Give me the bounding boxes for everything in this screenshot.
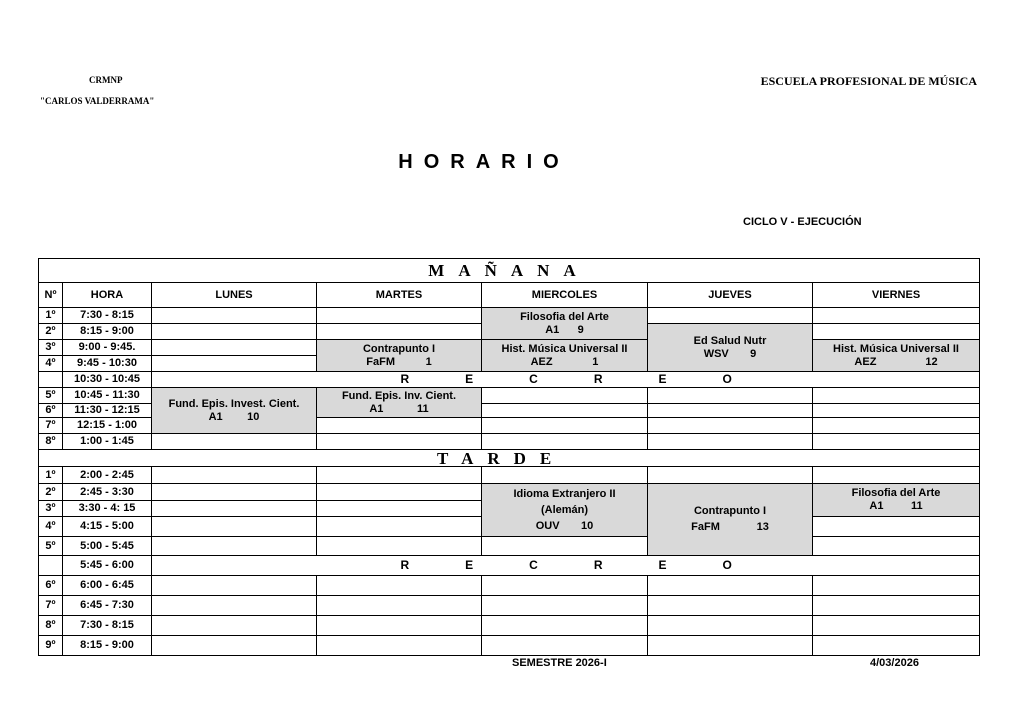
empty-slot <box>317 596 482 616</box>
course-teacher: AEZ <box>854 355 877 368</box>
period-time: 2:00 - 2:45 <box>63 467 152 484</box>
period-time: 7:30 - 8:15 <box>63 616 152 636</box>
period-time: 12:15 - 1:00 <box>63 418 152 434</box>
column-header: LUNES <box>152 283 317 308</box>
empty-slot <box>813 576 980 596</box>
course-salud-jueves <box>648 324 813 372</box>
period-time: 9:45 - 10:30 <box>63 356 152 372</box>
column-header: HORA <box>63 283 152 308</box>
empty-slot <box>648 434 813 450</box>
morning-section-row <box>39 259 980 283</box>
period-time: 11:30 - 12:15 <box>63 404 152 418</box>
empty-slot <box>813 616 980 636</box>
period-number: 8º <box>39 434 63 450</box>
empty-slot <box>317 434 482 450</box>
empty-slot <box>813 596 980 616</box>
date-label: 4/03/2026 <box>870 657 919 669</box>
course-name: Contrapunto I <box>362 342 436 355</box>
period-time: 6:00 - 6:45 <box>63 576 152 596</box>
period-time: 8:15 - 9:00 <box>63 324 152 340</box>
empty-slot <box>648 467 813 484</box>
course-name: Fund. Epis. Invest. Cient. <box>168 397 300 410</box>
course-room: 10 <box>247 410 260 423</box>
course-fundamentos-lunes <box>152 388 317 434</box>
institution-name: "CARLOS VALDERRAMA" <box>40 96 155 106</box>
school-name: ESCUELA PROFESIONAL DE MÚSICA <box>760 74 977 88</box>
course-contrapunto-jueves <box>648 484 813 556</box>
course-filosofia-viernes <box>813 484 980 517</box>
empty-slot <box>648 418 813 434</box>
period-number <box>39 556 63 576</box>
empty-slot <box>152 434 317 450</box>
table-row <box>39 388 980 404</box>
period-number: 3º <box>39 340 63 356</box>
period-number: 4º <box>39 356 63 372</box>
empty-slot <box>152 484 317 501</box>
empty-slot <box>813 636 980 656</box>
period-time: 9:00 - 9:45. <box>63 340 152 356</box>
empty-slot <box>152 308 317 324</box>
period-time: 10:30 - 10:45 <box>63 372 152 388</box>
empty-slot <box>152 356 317 372</box>
empty-slot <box>152 537 317 556</box>
empty-slot <box>482 404 648 418</box>
empty-slot <box>482 434 648 450</box>
table-row <box>39 308 980 324</box>
recess-label: RECREO <box>317 372 813 388</box>
course-room: 11 <box>910 500 923 512</box>
course-fundamentos-martes <box>317 388 482 418</box>
course-teacher: FaFM <box>691 521 720 533</box>
table-row <box>39 596 980 616</box>
table-row <box>39 576 980 596</box>
empty-slot <box>813 324 980 340</box>
empty-slot <box>482 537 648 556</box>
recess-row <box>39 372 980 388</box>
empty-slot <box>152 576 317 596</box>
empty-slot <box>813 537 980 556</box>
period-number: 5º <box>39 537 63 556</box>
course-idioma-miercoles <box>482 484 648 537</box>
period-time: 4:15 - 5:00 <box>63 517 152 537</box>
empty-slot <box>813 404 980 418</box>
empty-slot <box>648 388 813 404</box>
course-room: 11 <box>417 402 429 415</box>
empty-slot <box>317 517 482 537</box>
institution-short: CRMNP <box>89 75 123 85</box>
course-teacher: A1 <box>869 500 884 512</box>
empty-slot <box>152 636 317 656</box>
period-number: 1º <box>39 467 63 484</box>
column-header: MARTES <box>317 283 482 308</box>
header-row <box>39 283 980 308</box>
empty-slot <box>317 308 482 324</box>
period-time: 1:00 - 1:45 <box>63 434 152 450</box>
period-time: 2:45 - 3:30 <box>63 484 152 501</box>
period-number: 2º <box>39 484 63 501</box>
period-number: 8º <box>39 616 63 636</box>
period-number: 5º <box>39 388 63 404</box>
course-name: Hist. Música Universal II <box>833 342 959 355</box>
empty-slot <box>152 340 317 356</box>
period-time: 8:15 - 9:00 <box>63 636 152 656</box>
empty-slot <box>317 324 482 340</box>
page-title: HORARIO <box>398 151 570 173</box>
course-name: Ed Salud Nutr <box>693 334 767 347</box>
course-name: Idioma Extranjero II <box>513 487 616 500</box>
empty-slot <box>648 616 813 636</box>
recess-label: RECREO <box>317 556 813 576</box>
period-number: 3º <box>39 501 63 517</box>
course-room: 1 <box>425 355 432 368</box>
empty-slot <box>152 517 317 537</box>
empty-slot <box>482 467 648 484</box>
course-teacher: WSV <box>703 347 729 360</box>
empty-slot <box>317 636 482 656</box>
empty-slot <box>813 388 980 404</box>
empty-slot <box>317 418 482 434</box>
empty-slot <box>317 616 482 636</box>
empty-slot <box>152 596 317 616</box>
course-room: 12 <box>925 355 938 368</box>
period-time: 5:00 - 5:45 <box>63 537 152 556</box>
course-room: 9 <box>577 323 584 336</box>
course-teacher: A1 <box>208 410 223 423</box>
period-number: 6º <box>39 404 63 418</box>
course-teacher: A1 <box>545 323 560 336</box>
course-name: Contrapunto I <box>693 505 767 517</box>
period-number: 9º <box>39 636 63 656</box>
course-room: 9 <box>750 347 757 360</box>
course-teacher: OUV <box>535 519 560 532</box>
course-name: Filosofia del Arte <box>851 487 941 499</box>
recess-row <box>39 556 980 576</box>
empty-slot <box>482 636 648 656</box>
period-time: 5:45 - 6:00 <box>63 556 152 576</box>
column-header: Nº <box>39 283 63 308</box>
empty-slot <box>648 596 813 616</box>
empty-slot <box>482 418 648 434</box>
table-row <box>39 616 980 636</box>
empty-slot <box>152 467 317 484</box>
course-name: Filosofia del Arte <box>520 310 609 323</box>
schedule-table <box>38 258 980 656</box>
period-time: 7:30 - 8:15 <box>63 308 152 324</box>
empty-slot <box>813 467 980 484</box>
empty-slot <box>152 501 317 517</box>
period-time: 6:45 - 7:30 <box>63 596 152 616</box>
empty-slot <box>482 576 648 596</box>
empty-slot <box>152 616 317 636</box>
course-room: 1 <box>592 355 599 368</box>
course-contrapunto-martes <box>317 340 482 372</box>
course-name: Fund. Epis. Inv. Cient. <box>341 389 457 402</box>
empty-slot <box>482 616 648 636</box>
empty-slot <box>152 324 317 340</box>
table-row <box>39 636 980 656</box>
column-header: MIERCOLES <box>482 283 648 308</box>
course-historia-viernes <box>813 340 980 372</box>
semester-label: SEMESTRE 2026-I <box>512 657 607 669</box>
course-historia-miercoles <box>482 340 648 372</box>
course-name: Hist. Música Universal II <box>501 342 628 355</box>
empty-slot <box>317 576 482 596</box>
course-teacher: FaFM <box>366 355 396 368</box>
period-number <box>39 372 63 388</box>
period-time: 10:45 - 11:30 <box>63 388 152 404</box>
period-number: 1º <box>39 308 63 324</box>
empty-slot <box>317 467 482 484</box>
empty-slot <box>648 636 813 656</box>
course-room: 10 <box>581 519 594 532</box>
column-header: VIERNES <box>813 283 980 308</box>
period-time: 3:30 - 4: 15 <box>63 501 152 517</box>
course-teacher: A1 <box>369 402 384 415</box>
course-name-detail: (Alemán) <box>540 503 589 516</box>
empty-slot <box>813 308 980 324</box>
period-number: 6º <box>39 576 63 596</box>
course-teacher: AEZ <box>530 355 553 368</box>
afternoon-label: TARDE <box>39 450 980 467</box>
empty-slot <box>648 404 813 418</box>
course-room: 13 <box>756 521 769 533</box>
empty-slot <box>813 418 980 434</box>
column-header: JUEVES <box>648 283 813 308</box>
empty-slot <box>317 484 482 501</box>
empty-slot <box>648 576 813 596</box>
cycle-label: CICLO V - EJECUCIÓN <box>743 216 862 228</box>
table-row <box>39 340 980 356</box>
empty-slot <box>482 596 648 616</box>
period-number: 7º <box>39 596 63 616</box>
empty-slot <box>648 308 813 324</box>
course-filosofia-miercoles <box>482 308 648 340</box>
afternoon-section-row <box>39 450 980 467</box>
empty-slot <box>317 501 482 517</box>
morning-label: MAÑANA <box>39 259 980 283</box>
period-number: 4º <box>39 517 63 537</box>
empty-slot <box>482 388 648 404</box>
table-row <box>39 537 980 556</box>
table-row <box>39 484 980 501</box>
table-row <box>39 434 980 450</box>
period-number: 7º <box>39 418 63 434</box>
table-row <box>39 467 980 484</box>
period-number: 2º <box>39 324 63 340</box>
empty-slot <box>317 537 482 556</box>
empty-slot <box>813 434 980 450</box>
empty-slot <box>813 517 980 537</box>
